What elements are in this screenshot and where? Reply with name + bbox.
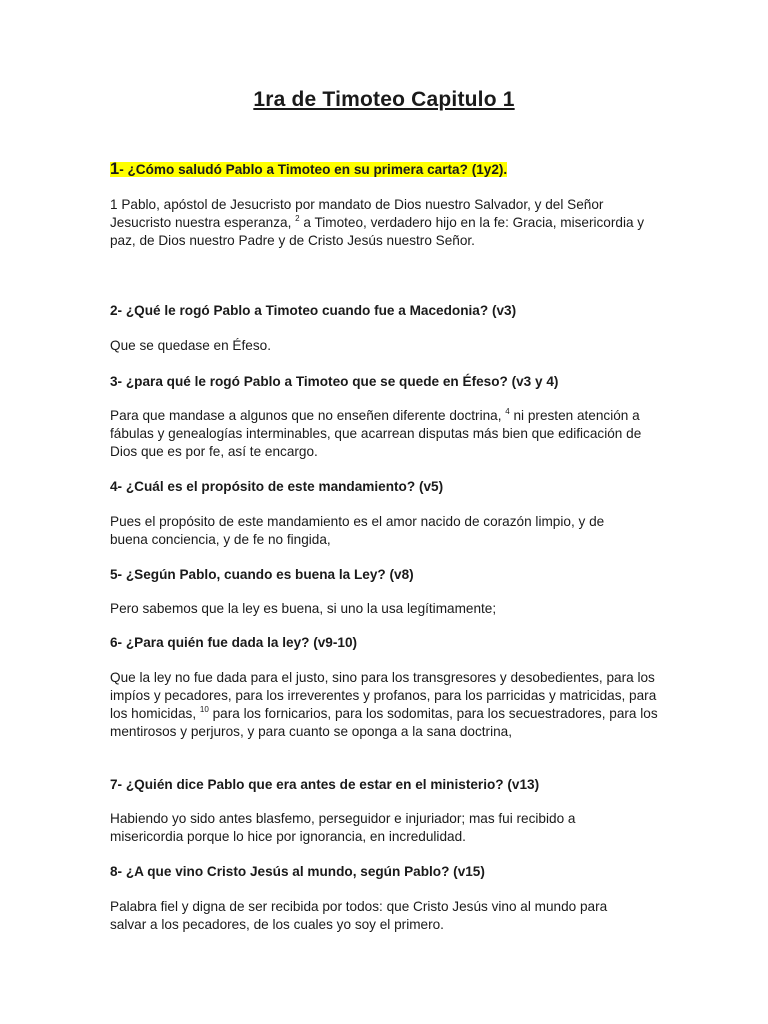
document-title: 1ra de Timoteo Capitulo 1 bbox=[253, 88, 515, 111]
answer-7: Habiendo yo sido antes blasfemo, perseguidor e injuriador; mas fui recibido a misericordia porque lo hice por ignorancia, en incredulidad. bbox=[110, 811, 576, 844]
answer-6-part1: Que la ley no fue dada para el justo, sino para los transgresores y desobedientes, para los impíos y pecadores, para los irreverentes y profanos, para los parricidas y matricidas, para los homicidas, bbox=[110, 670, 657, 721]
answer-1-part1: 1 Pablo, apóstol de Jesucristo por mandato de Dios nuestro Salvador, y del Señor Jesucristo nuestra esperanza, bbox=[110, 197, 604, 230]
answer-3-part2: ni presten atención a fábulas y genealogías interminables, que acarrean disputas más bien que edificación de Dios que es por fe, así te encargo. bbox=[110, 408, 642, 459]
answer-1-part2: a Timoteo, verdadero hijo en la fe: Gracia, misericordia y paz, de Dios nuestro Padre y de Cristo Jesús nuestro Señor. bbox=[110, 215, 645, 248]
answer-4: Pues el propósito de este mandamiento es el amor nacido de corazón limpio, y de buena conciencia, y de fe no fingida, bbox=[110, 514, 605, 547]
answer-1 bbox=[110, 196, 662, 250]
question-2: 2- ¿Qué le rogó Pablo a Timoteo cuando fue a Macedonia? (v3) bbox=[110, 303, 517, 318]
question-1-text: - ¿Cómo saludó Pablo a Timoteo en su primera carta? (1y2). bbox=[119, 162, 508, 177]
verse-number-4: 4 bbox=[505, 407, 510, 416]
question-1 bbox=[110, 160, 670, 179]
question-7: 7- ¿Quién dice Pablo que era antes de estar en el ministerio? (v13) bbox=[110, 777, 540, 792]
answer-3 bbox=[110, 407, 666, 461]
answer-5: Pero sabemos que la ley es buena, si uno la usa legítimamente; bbox=[110, 601, 497, 616]
answer-3-part1: Para que mandase a algunos que no enseñen diferente doctrina, bbox=[110, 408, 506, 423]
verse-number-10: 10 bbox=[199, 705, 209, 714]
question-6: 6- ¿Para quién fue dada la ley? (v9-10) bbox=[110, 635, 358, 650]
answer-8: Palabra fiel y digna de ser recibida por todos: que Cristo Jesús vino al mundo para salvar a los pecadores, de los cuales yo soy el primero. bbox=[110, 899, 608, 932]
answer-6 bbox=[110, 669, 660, 741]
question-1-number: 1 bbox=[110, 160, 120, 178]
question-3: 3- ¿para qué le rogó Pablo a Timoteo que se quede en Éfeso? (v3 y 4) bbox=[110, 374, 559, 389]
question-5: 5- ¿Según Pablo, cuando es buena la Ley? (v8) bbox=[110, 567, 414, 582]
question-4: 4- ¿Cuál es el propósito de este mandamiento? (v5) bbox=[110, 479, 444, 494]
question-8: 8- ¿A que vino Cristo Jesús al mundo, según Pablo? (v15) bbox=[110, 864, 485, 879]
answer-2: Que se quedase en Éfeso. bbox=[110, 338, 271, 353]
verse-number-2: 2 bbox=[295, 214, 300, 223]
answer-6-part2: para los fornicarios, para los sodomitas, para los secuestradores, para los mentirosos y perjuros, y para cuanto se oponga a la sana doctrina, bbox=[110, 706, 658, 739]
question-1-highlight bbox=[110, 162, 507, 177]
